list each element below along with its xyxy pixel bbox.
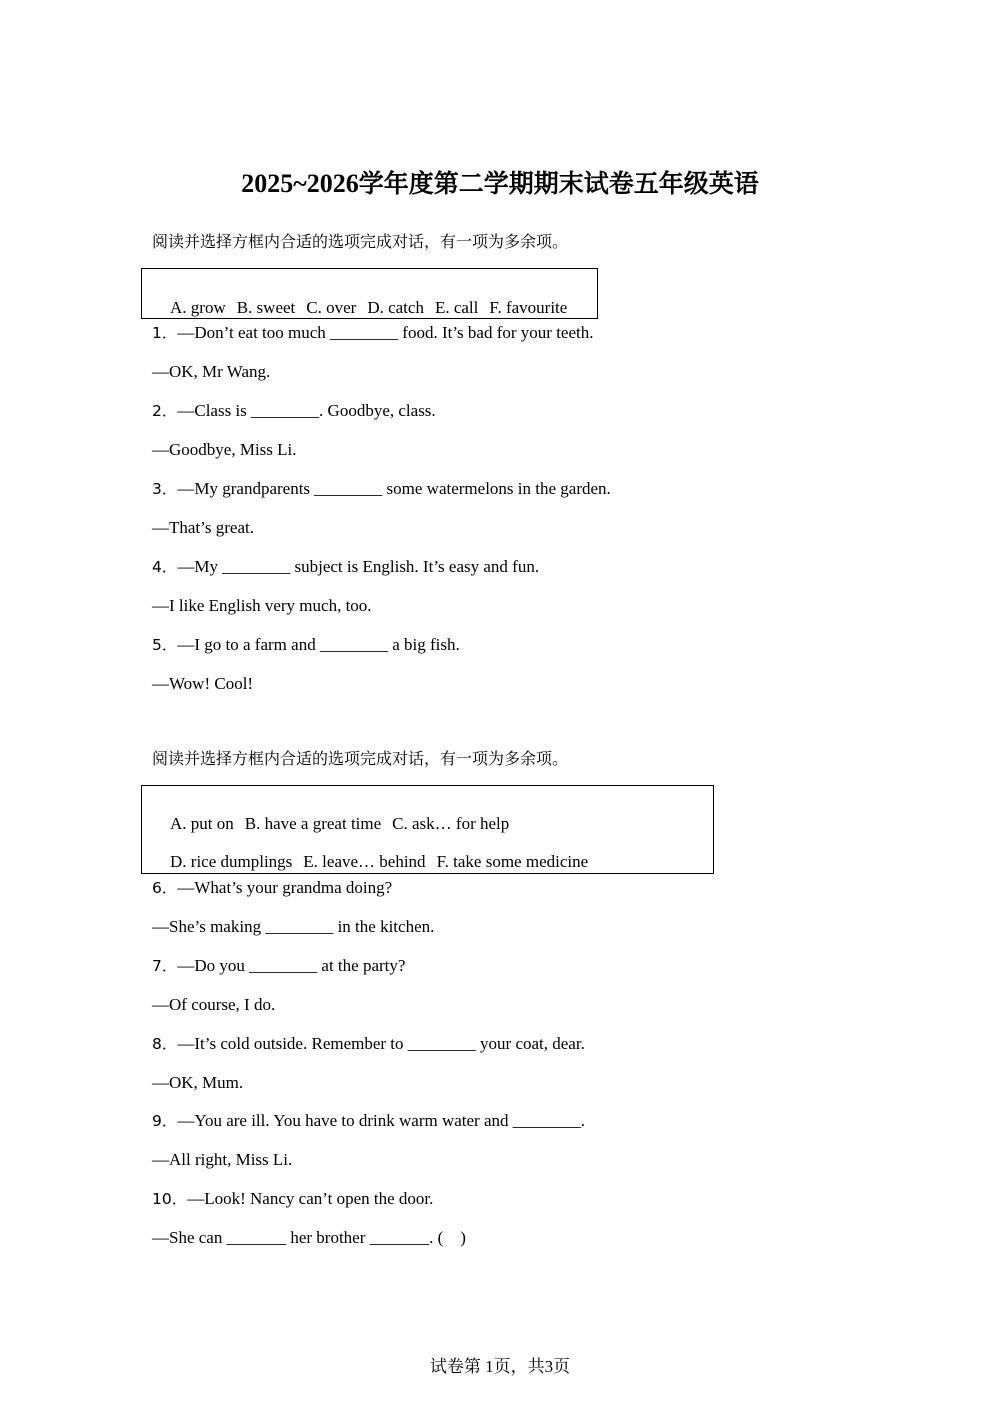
- option-a: A. put on: [170, 814, 234, 833]
- answer-7: —Of course, I do.: [152, 995, 276, 1014]
- option-c: C. over: [306, 298, 357, 317]
- section2-options-box: [141, 785, 714, 874]
- answer-5: —Wow! Cool!: [152, 674, 254, 693]
- section1-options-box: [141, 268, 598, 319]
- question-text: —It’s cold outside. Remember to ________ your coat, dear.: [177, 1034, 585, 1053]
- answer-2: —Goodbye, Miss Li.: [152, 440, 297, 459]
- option-e: E. call: [434, 298, 479, 317]
- question-2: [152, 402, 436, 420]
- question-number: 5．: [152, 636, 178, 654]
- question-text: —My ________ subject is English. It’s easy and fun.: [177, 557, 540, 576]
- answer-10: —She can _______ her brother _______. ( ): [152, 1228, 466, 1247]
- question-number: 1．: [152, 324, 178, 342]
- option-b: B. sweet: [236, 298, 296, 317]
- option-d: D. rice dumplings: [170, 852, 293, 871]
- question-text: —Don’t eat too much ________ food. It’s bad for your teeth.: [177, 323, 594, 342]
- option-a: A. grow: [170, 298, 226, 317]
- answer-1: —OK, Mr Wang.: [152, 362, 271, 381]
- question-text: —Do you ________ at the party?: [177, 956, 406, 975]
- option-c: C. ask… for help: [392, 814, 510, 833]
- question-6: [152, 879, 392, 897]
- question-number: 7．: [152, 957, 178, 975]
- question-number: 9．: [152, 1112, 178, 1130]
- question-7: [152, 957, 405, 975]
- answer-3: —That’s great.: [152, 518, 254, 537]
- option-d: D. catch: [367, 298, 424, 317]
- answer-8: —OK, Mum.: [152, 1073, 244, 1092]
- question-text: —You are ill. You have to drink warm water and ________.: [177, 1111, 586, 1130]
- answer-6: —She’s making ________ in the kitchen.: [152, 917, 435, 936]
- question-text: —Class is ________. Goodbye, class.: [177, 401, 436, 420]
- question-9: [152, 1112, 585, 1130]
- question-number: 4．: [152, 558, 178, 576]
- exam-title: [0, 171, 1000, 197]
- question-text: —My grandparents ________ some watermelons in the garden.: [177, 479, 611, 498]
- question-text: —What’s your grandma doing?: [177, 878, 393, 897]
- question-number: 10．: [152, 1190, 188, 1208]
- answer-4: —I like English very much, too.: [152, 596, 372, 615]
- question-3: [152, 480, 611, 498]
- option-f: F. favourite: [489, 298, 568, 317]
- question-number: 3．: [152, 480, 178, 498]
- question-number: 6．: [152, 879, 178, 897]
- page-footer: 试卷第 1页，共3页: [429, 1357, 571, 1376]
- question-4: [152, 558, 539, 576]
- question-number: 2．: [152, 402, 178, 420]
- exam-title-year: 2025~2026: [241, 169, 359, 198]
- answer-9: —All right, Miss Li.: [152, 1150, 293, 1169]
- question-8: [152, 1035, 585, 1053]
- option-f: F. take some medicine: [436, 852, 589, 871]
- section2-instruction: 阅读并选择方框内合适的选项完成对话，有一项为多余项。: [152, 749, 569, 768]
- question-text: —Look! Nancy can’t open the door.: [187, 1189, 434, 1208]
- option-b: B. have a great time: [244, 814, 382, 833]
- exam-title-text: 学年度第二学期期末试卷五年级英语: [358, 169, 759, 198]
- option-e: E. leave… behind: [303, 852, 426, 871]
- question-1: [152, 324, 594, 342]
- question-5: [152, 636, 460, 654]
- question-10: [152, 1190, 433, 1208]
- section1-instruction: 阅读并选择方框内合适的选项完成对话，有一项为多余项。: [152, 232, 569, 251]
- question-text: —I go to a farm and ________ a big fish.: [177, 635, 460, 654]
- question-number: 8．: [152, 1035, 178, 1053]
